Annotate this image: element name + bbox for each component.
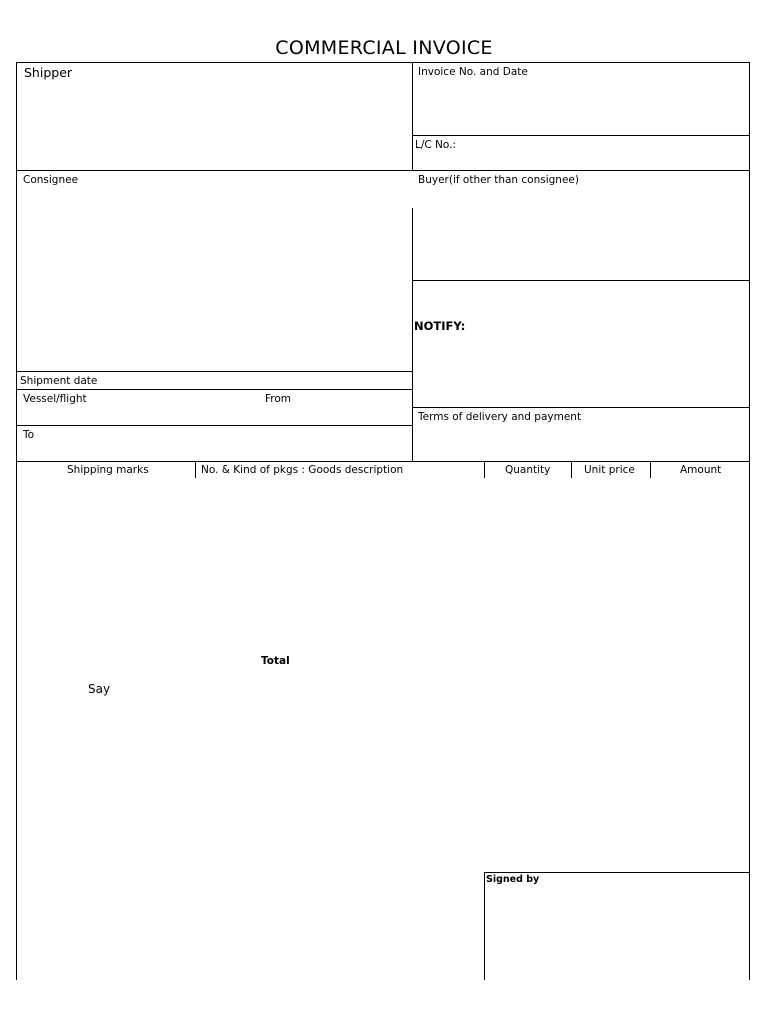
col-header-goods-description: No. & Kind of pkgs : Goods description [201, 464, 404, 476]
col-divider-1 [195, 462, 196, 478]
invoice-no-date-label: Invoice No. and Date [418, 66, 528, 78]
invoice-lc-divider [412, 135, 750, 136]
vessel-to-divider [16, 425, 413, 426]
to-label: To [23, 429, 35, 441]
terms-label: Terms of delivery and payment [418, 411, 582, 423]
buyer-label: Buyer(if other than consignee) [418, 174, 579, 186]
frame-right-border [749, 62, 750, 980]
buyer-notify-divider [412, 280, 750, 281]
shipment-date-label: Shipment date [20, 375, 98, 387]
col-divider-4 [650, 462, 651, 478]
total-label: Total [261, 655, 290, 667]
vessel-flight-label: Vessel/flight [23, 393, 87, 405]
col-divider-3 [571, 462, 572, 478]
col-header-amount: Amount [680, 464, 722, 476]
say-label: Say [88, 682, 111, 696]
shipment-date-bottom-line [16, 389, 413, 390]
frame-top-border [16, 62, 750, 63]
frame-left-border [16, 62, 17, 980]
shipment-date-top-line [16, 371, 413, 372]
center-divider-upper [412, 62, 413, 171]
notify-terms-divider [412, 407, 750, 408]
consignee-label: Consignee [23, 174, 79, 186]
document-title: COMMERCIAL INVOICE [275, 37, 493, 59]
signature-box-left [484, 872, 485, 980]
from-label: From [265, 393, 292, 405]
shipper-label: Shipper [24, 65, 73, 80]
col-header-shipping-marks: Shipping marks [67, 464, 149, 476]
shipper-consignee-divider [16, 170, 750, 171]
center-divider-lower [412, 208, 413, 462]
col-header-unit-price: Unit price [584, 464, 635, 476]
lc-no-label: L/C No.: [415, 139, 457, 151]
notify-label: NOTIFY: [414, 319, 466, 333]
signed-by-label: Signed by [486, 874, 540, 885]
signature-box-top [484, 872, 750, 873]
header-bottom-line [16, 461, 750, 462]
col-header-quantity: Quantity [505, 464, 551, 476]
col-divider-2 [484, 462, 485, 478]
